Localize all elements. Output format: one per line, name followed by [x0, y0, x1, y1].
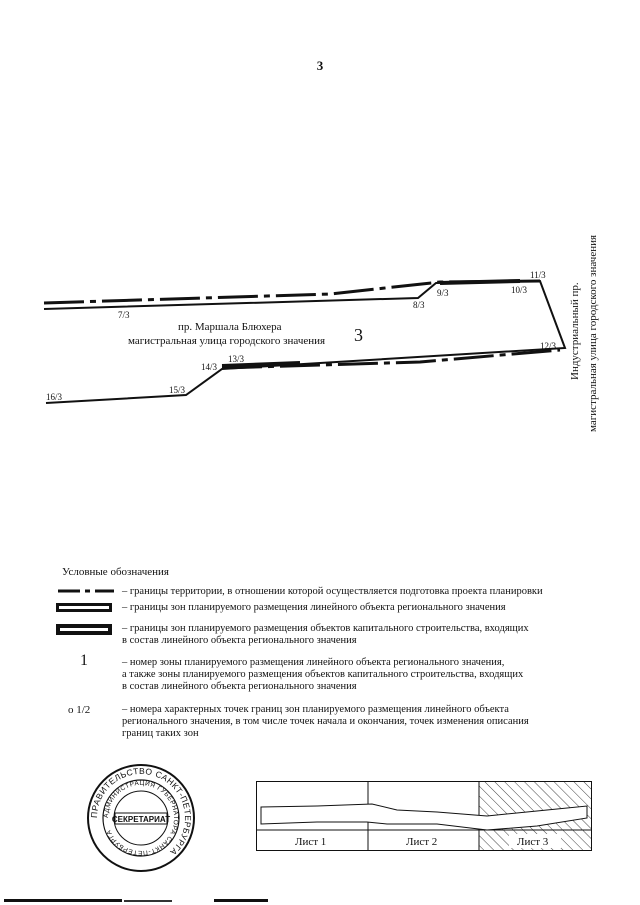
territory-boundary-line [44, 281, 560, 368]
legend-text: – границы зон планируемого размещения линейного объекта регионального значения [122, 602, 506, 613]
legend-text: – номера характерных точек границ зон планируемого размещения линейного объекта регионального значения, в том числе точек начала и окончания, точек изменения описания границ таких зон [122, 704, 529, 739]
point-label: 12/3 [540, 341, 557, 351]
zone-number-symbol: 1 [80, 652, 88, 669]
point-number-symbol: o 1/2 [68, 704, 91, 716]
stamp-inner-text: АДМИНИСТРАЦИЯ ГУБЕРНАТОРА САНКТ-ПЕТЕРБУРГА [102, 779, 180, 857]
street-description: магистральная улица городского значения [587, 234, 599, 432]
legend-title: Условные обозначения [62, 566, 169, 578]
point-label: 10/3 [511, 285, 528, 295]
sheet-index [256, 781, 592, 851]
stamp-center-text: СЕКРЕТАРИАТ [111, 815, 171, 824]
point-label: 8/3 [413, 300, 425, 310]
point-label: 16/3 [46, 392, 63, 402]
point-label: 13/3 [228, 354, 245, 364]
point-label: 14/3 [201, 362, 218, 372]
point-label: 7/3 [118, 310, 130, 320]
capital-construction-boundary [440, 281, 520, 283]
point-label: 9/3 [437, 288, 449, 298]
sheet-label-2: Лист 2 [406, 836, 438, 848]
zone-number: 3 [354, 325, 363, 345]
official-stamp [86, 763, 196, 873]
sheet-label-3: Лист 3 [517, 836, 549, 848]
street-name: пр. Маршала Блюхера [178, 321, 282, 333]
street-name: Индустриальный пр. [569, 282, 581, 380]
thick-box-symbol [56, 624, 112, 635]
sheet-label-1: Лист 1 [295, 836, 327, 848]
sheet-index-diagram [257, 782, 591, 850]
street-description: магистральная улица городского значения [128, 335, 326, 347]
page-number: 3 [316, 58, 324, 73]
legend-text: – границы территории, в отношении которой осуществляется подготовка проекта планировки [122, 586, 543, 597]
thin-box-symbol [56, 603, 112, 612]
point-label: 11/3 [530, 270, 546, 280]
legend-text: – границы зон планируемого размещения объектов капитального строительства, входящих в состав линейного объекта регионального значения [122, 623, 529, 646]
legend-text: – номер зоны планируемого размещения линейного объекта регионального значения, а также зоны планируемого размещения объектов капитального строительства, входящих в состав линейного объекта регионального значения [122, 657, 524, 692]
scan-edge-marks [0, 893, 640, 903]
stamp-outer-text: ПРАВИТЕЛЬСТВО САНКТ-ПЕТЕРБУРГА [88, 765, 194, 858]
dash-dot-line-symbol [56, 586, 116, 596]
point-label: 15/3 [169, 385, 186, 395]
